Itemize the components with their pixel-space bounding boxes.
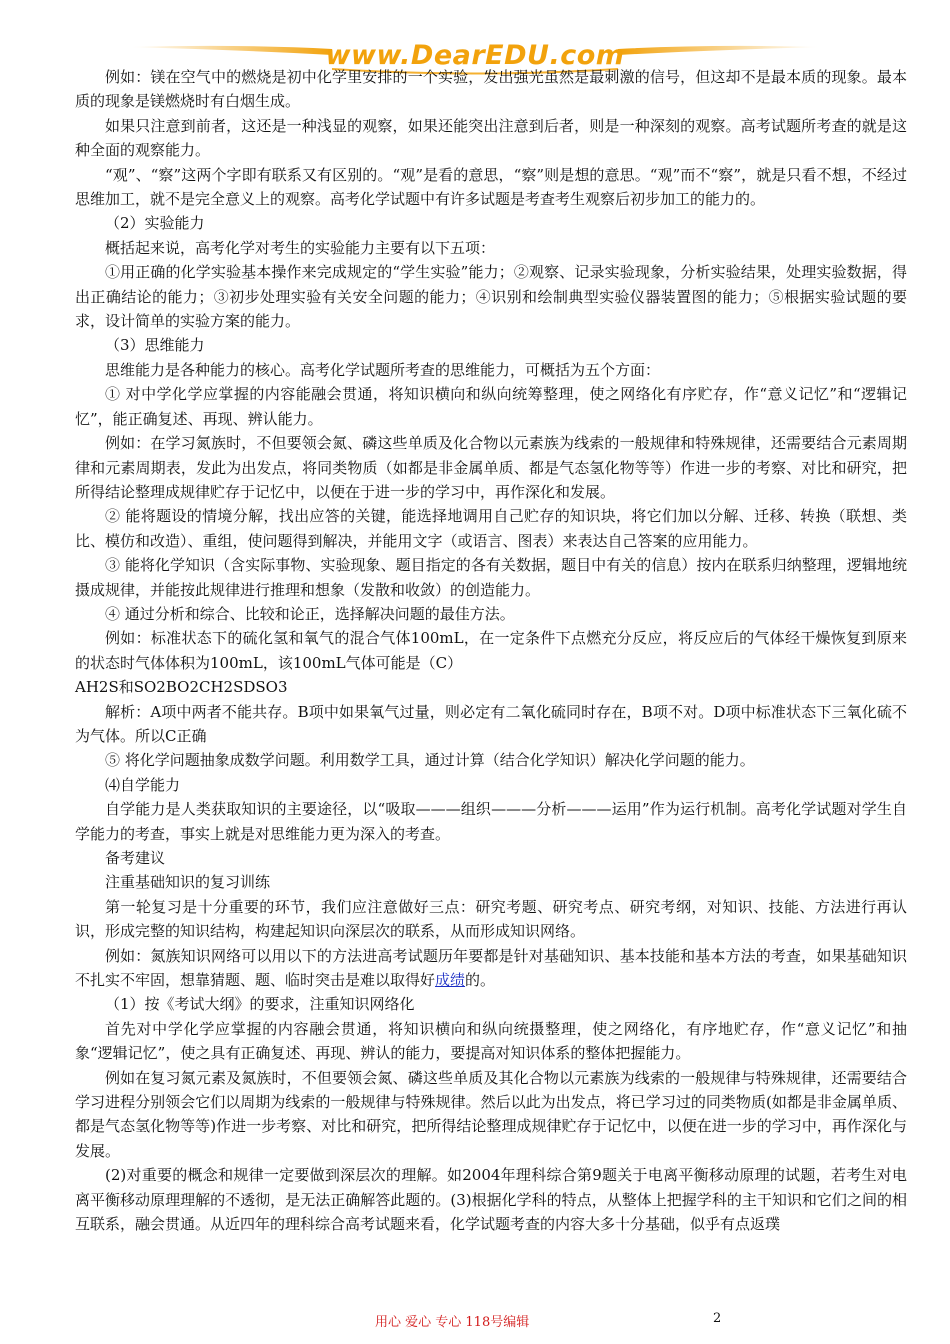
paragraph bbox=[75, 773, 907, 797]
paragraph-text: 第一轮复习是十分重要的环节，我们应注意做好三点：研究考题、研究考点、研究考纲，对知识、技能、方法进行再认识，形成完整的知识结构，构建起知识向深层次的联系，从而形成知识网络。 bbox=[75, 897, 907, 941]
page-number: 2 bbox=[713, 1311, 722, 1326]
paragraph bbox=[75, 382, 907, 431]
paragraph bbox=[75, 1163, 907, 1236]
paragraph bbox=[75, 700, 907, 749]
paragraph-text: 例如：氮族知识网络可以用以下的方法进高考试题历年要都是针对基础知识、基本技能和基本方法的考查，如果基础知识不扎实不牢固，想靠猜题、题、临时突击是难以取得好 bbox=[75, 946, 907, 990]
paragraph-text: 解析：A项中两者不能共存。B项中如果氧气过量，则必定有二氧化硫同时存在，B项不对。D项中标准状态下三氧化硫不为气体。所以C正确 bbox=[75, 702, 907, 745]
paragraph bbox=[75, 675, 907, 699]
site-brand[interactable]: www.DearEDU.com bbox=[325, 40, 625, 71]
paragraph bbox=[75, 992, 907, 1016]
paragraph bbox=[75, 553, 907, 602]
paragraph-text: 例如：标准状态下的硫化氢和氧气的混合气体100mL，在一定条件下点燃充分反应，将反应后的气体经干燥恢复到原来的状态时气体体积为100mL，该100mL气体可能是（C） bbox=[75, 629, 907, 672]
paragraph-text: （1）按《考试大纲》的要求，注重知识网络化 bbox=[105, 995, 415, 1014]
paragraph-text: 如果只注意到前者，这还是一种浅显的观察，如果还能突出注意到后者，则是一种深刻的观察。高考试题所考查的就是这种全面的观察能力。 bbox=[75, 116, 907, 160]
paragraph-text: 例如：镁在空气中的燃烧是初中化学里安排的一个实验，发出强光虽然是最刺激的信号，但这却不是最本质的现象。最本质的现象是镁燃烧时有白烟生成。 bbox=[75, 68, 907, 111]
paragraph bbox=[75, 114, 907, 163]
paragraph bbox=[75, 358, 907, 382]
paragraph bbox=[75, 431, 907, 504]
paragraph bbox=[75, 236, 907, 260]
paragraph-text: (2)对重要的概念和规律一定要做到深层次的理解。如2004年理科综合第9题关于电离平衡移动原理的试题，若考生对电离平衡移动原理理解的不透彻，是无法正确解答此题的。(3)根据化学科的特点，从整体上把握学科的主干知识和它们之间的相互联系，融会贯通。从近四年的理科综合高考试题来看，化学试题考查的内容大多十分基础，似乎有点返璞 bbox=[75, 1166, 907, 1234]
editor-credit: 用心 爱心 专心 118号编辑 bbox=[375, 1315, 530, 1330]
inline-link[interactable]: 成绩 bbox=[435, 971, 466, 990]
paragraph-text: ⑤ 将化学问题抽象成数学问题。利用数学工具，通过计算（结合化学知识）解决化学问题的能力。 bbox=[105, 751, 755, 770]
paragraph bbox=[75, 333, 907, 357]
paragraph-text: 例如：在学习氮族时，不但要领会氮、磷这些单质及化合物以元素族为线索的一般规律和特殊规律，还需要结合元素周期律和元素周期表，发此为出发点，将同类物质（如都是非金属单质、都是气态氢化物等等）作进一步的考察、对比和研究，把所得结论整理成规律贮存于记忆中，以便在于进一步的学习中，再作深化和发展。 bbox=[75, 434, 907, 501]
paragraph-text: “观”、“察”这两个字即有联系又有区别的。“观”是看的意思，“察”则是想的意思。“观”而不“察”，就是只看不想，不经过思维加工，就不是完全意义上的观察。高考化学试题中有许多试题是考查考生观察后初步加工的能力的。 bbox=[75, 165, 907, 209]
paragraph-text: （3）思维能力 bbox=[105, 336, 205, 355]
paragraph bbox=[75, 797, 907, 846]
paragraph-text: 例如在复习氮元素及氮族时，不但要领会氮、磷这些单质及其化合物以元素族为线索的一般规律与特殊规律，还需要结合学习进程分别领会它们以周期为线索的一般规律与特殊规律。然后以此为出发点，将已学习过的同类物质(如都是非金属单质、都是气态氢化物等等)作进一步考察、对比和研究，把所得结论整理成规律贮存于记忆中，以便在进一步的学习中，再作深化与发展。 bbox=[75, 1068, 907, 1160]
paragraph bbox=[75, 1066, 907, 1164]
paragraph-text: （2）实验能力 bbox=[105, 214, 205, 233]
paragraph bbox=[75, 163, 907, 212]
paragraph-text: ③ 能将化学知识（含实际事物、实验现象、题目指定的各有关数据，题目中有关的信息）按内在联系归纳整理，逻辑地统摄成规律，并能按此规律进行推理和想象（发散和收敛）的创造能力。 bbox=[75, 556, 907, 599]
paragraph-text: 概括起来说，高考化学对考生的实验能力主要有以下五项： bbox=[105, 238, 496, 257]
paragraph-text: 备考建议 bbox=[105, 849, 166, 867]
paragraph-text: ⑷自学能力 bbox=[105, 775, 181, 794]
paragraph bbox=[75, 211, 907, 235]
paragraph-text: 首先对中学化学应掌握的内容融会贯通，将知识横向和纵向统摄整理，使之网络化，有序地贮存，作“意义记忆”和抽象“逻辑记忆”，使之具有正确复述、再现、辨认的能力，要提高对知识体系的整体把握能力。 bbox=[75, 1019, 907, 1063]
paragraph bbox=[75, 895, 907, 944]
page-footer bbox=[0, 1311, 950, 1333]
paragraph-text: AH2S和SO2BO2CH2SDSO3 bbox=[75, 678, 288, 697]
paragraph-text: 注重基础知识的复习训练 bbox=[105, 873, 271, 892]
paragraph-text-tail: 的。 bbox=[465, 971, 496, 990]
paragraph bbox=[75, 260, 907, 333]
paragraph-text: 自学能力是人类获取知识的主要途径，以“吸取———组织———分析———运用”作为运行机制。高考化学试题对学生自学能力的考查，事实上就是对思维能力更为深入的考查。 bbox=[75, 800, 907, 843]
paragraph bbox=[75, 626, 907, 675]
paragraph bbox=[75, 748, 907, 772]
paragraph-text: 思维能力是各种能力的核心。高考化学试题所考查的思维能力，可概括为五个方面： bbox=[105, 360, 661, 379]
paragraph bbox=[75, 602, 907, 626]
paragraph bbox=[75, 65, 907, 114]
paragraph bbox=[75, 1017, 907, 1066]
paragraph bbox=[75, 944, 907, 993]
document-body bbox=[75, 65, 907, 1237]
paragraph-text: ① 对中学化学应掌握的内容能融会贯通，将知识横向和纵向统筹整理，使之网络化有序贮存，作“意义记忆”和“逻辑记忆”，能正确复述、再现、辨认能力。 bbox=[75, 385, 907, 428]
paragraph bbox=[75, 846, 907, 870]
paragraph-text: ④ 通过分析和综合、比较和论正，选择解决问题的最佳方法。 bbox=[105, 604, 515, 623]
paragraph-text: ② 能将题设的情境分解，找出应答的关键，能选择地调用自己贮存的知识块，将它们加以分解、迁移、转换（联想、类比、模仿和改造）、重组，使问题得到解决，并能用文字（或语言、图表）来表达自己答案的应用能力。 bbox=[75, 507, 907, 550]
paragraph bbox=[75, 870, 907, 894]
paragraph bbox=[75, 504, 907, 553]
paragraph-text: ①用正确的化学实验基本操作来完成规定的“学生实验”能力；②观察、记录实验现象，分析实验结果，处理实验数据，得出正确结论的能力；③初步处理实验有关安全问题的能力；④识别和绘制典型实验仪器装置图的能力；⑤根据实验试题的要求，设计简单的实验方案的能力。 bbox=[75, 263, 907, 331]
